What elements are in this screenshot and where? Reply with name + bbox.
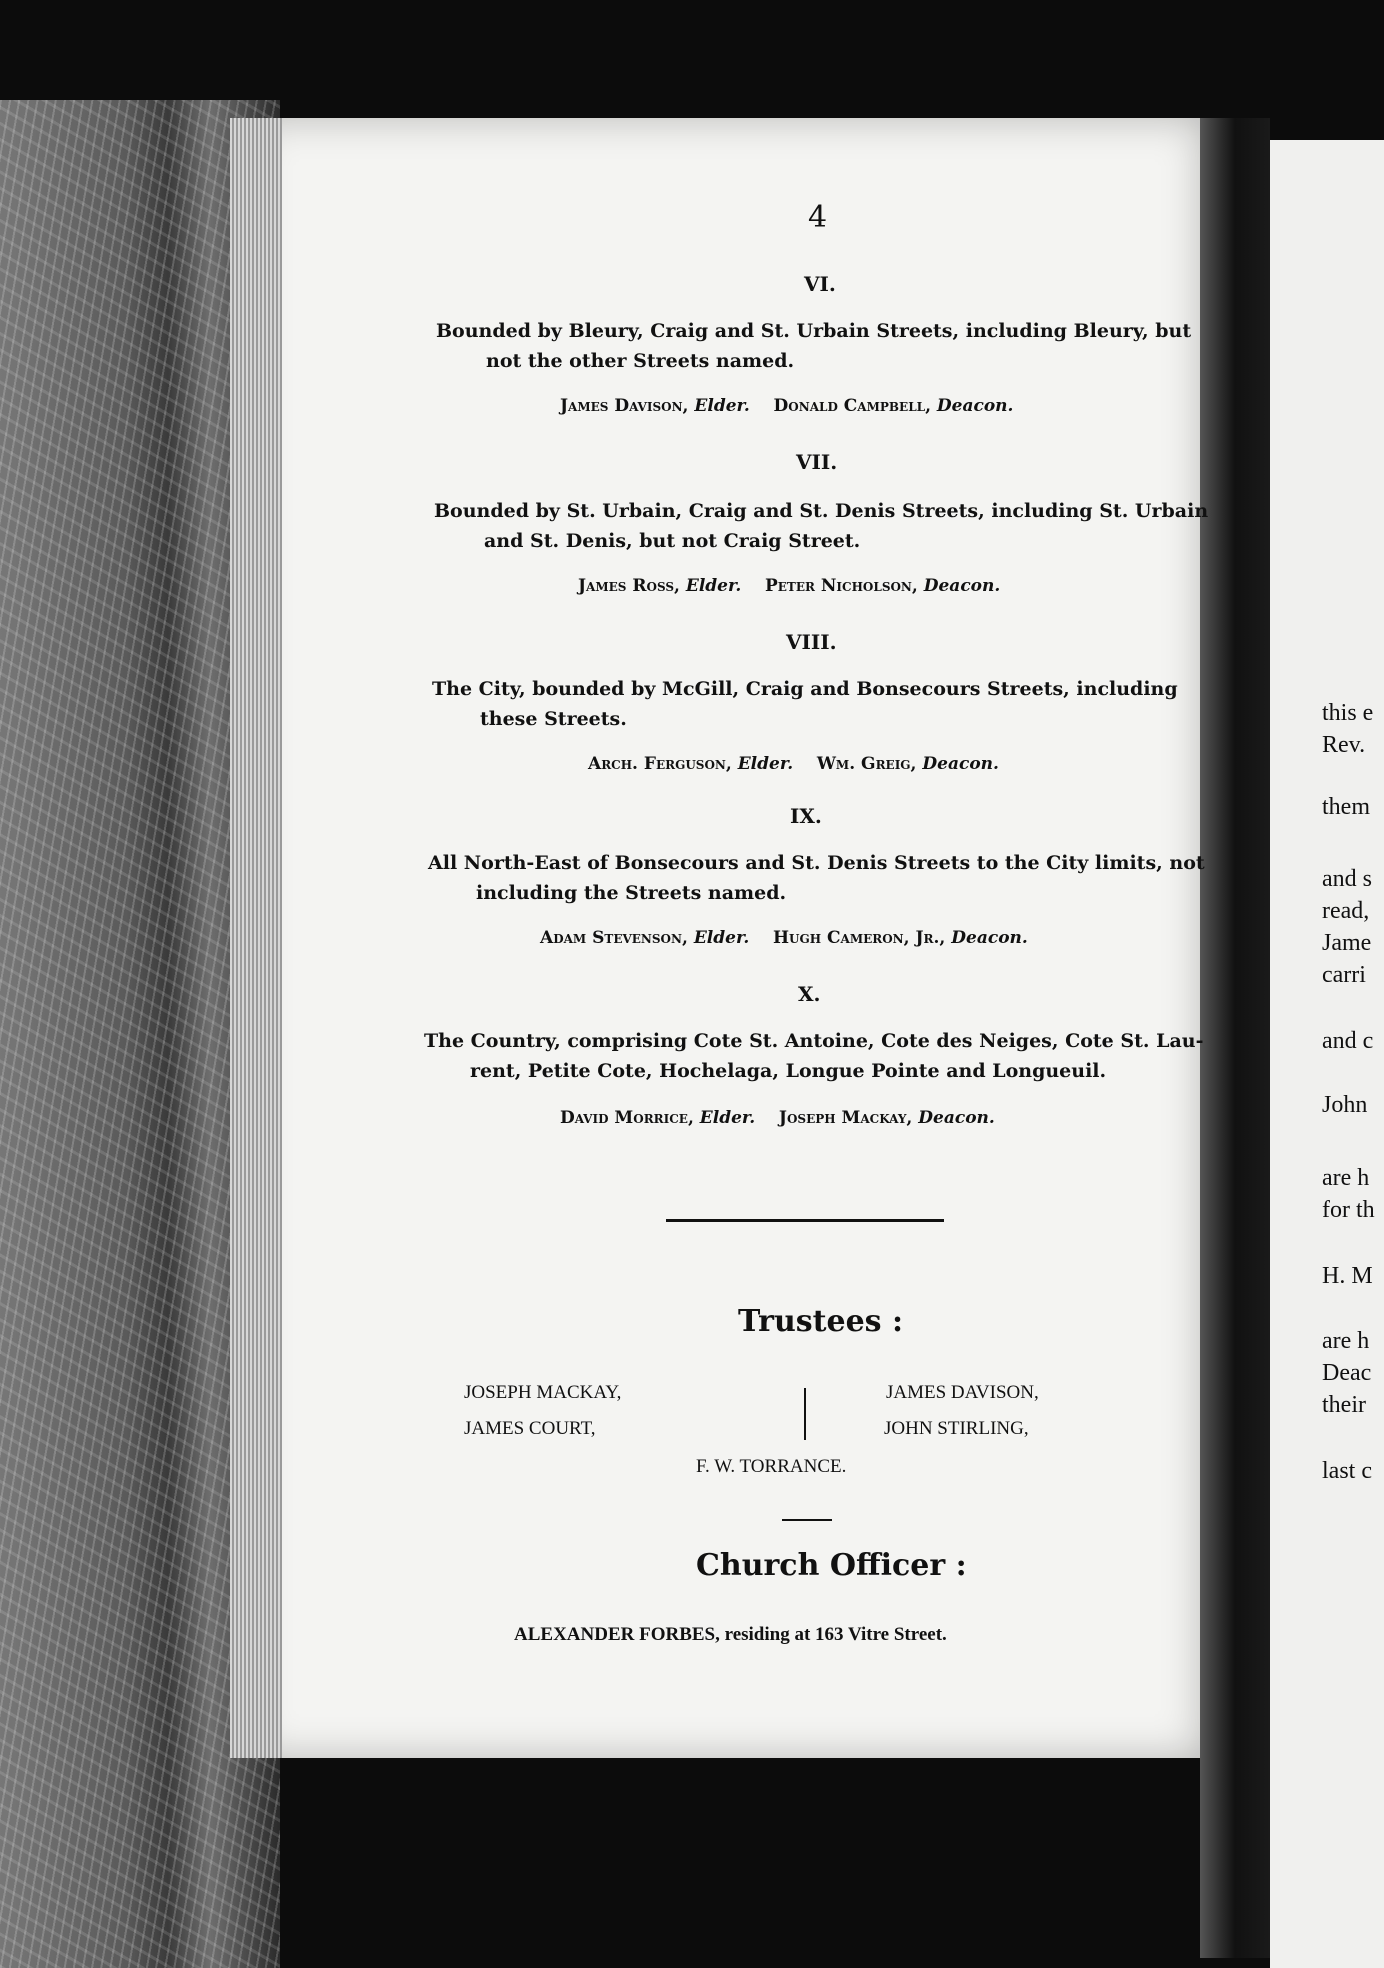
district-officers: [588, 754, 999, 774]
district-numeral: VII.: [796, 450, 838, 474]
elder-name: Adam Stevenson,: [540, 928, 688, 948]
trustees-heading: Trustees :: [738, 1304, 904, 1339]
next-page-fragment: and c: [1322, 1028, 1374, 1054]
deacon-role: Deacon.: [951, 928, 1028, 948]
district-description: Bounded by St. Urbain, Craig and St. Denis Streets, including St. Urbain: [434, 500, 1209, 522]
district-description: rent, Petite Cote, Hochelaga, Longue Pointe and Longueuil.: [470, 1060, 1107, 1082]
right-page-fragment: [1270, 140, 1384, 1968]
elder-name: David Morrice,: [560, 1108, 694, 1128]
elder-role: Elder.: [685, 576, 742, 596]
district-description: not the other Streets named.: [486, 350, 795, 372]
trustee-name: JOHN STIRLING,: [884, 1418, 1029, 1439]
district-description: and St. Denis, but not Craig Street.: [484, 530, 861, 552]
district-description: The City, bounded by McGill, Craig and Bonsecours Streets, including: [432, 678, 1178, 700]
page-edges: [230, 118, 282, 1758]
page-number: 4: [808, 200, 828, 235]
trustee-name: F. W. TORRANCE.: [696, 1456, 847, 1477]
short-divider: [782, 1519, 832, 1521]
next-page-fragment: last c: [1322, 1458, 1372, 1484]
elder-role: Elder.: [693, 928, 750, 948]
trustees-divider: [804, 1388, 806, 1440]
district-description: these Streets.: [480, 708, 627, 730]
elder-role: Elder.: [737, 754, 794, 774]
elder-name: James Ross,: [578, 576, 680, 596]
district-numeral: X.: [798, 982, 821, 1006]
district-numeral: IX.: [790, 804, 822, 828]
deacon-name: Donald Campbell,: [773, 396, 931, 416]
next-page-fragment: read,: [1322, 898, 1370, 924]
next-page-fragment: H. M: [1322, 1263, 1373, 1289]
next-page-fragment: carri: [1322, 962, 1366, 988]
elder-name: James Davison,: [560, 396, 689, 416]
next-page-fragment: them: [1322, 794, 1370, 820]
district-officers: [560, 396, 1013, 416]
trustee-name: JAMES COURT,: [464, 1418, 596, 1439]
next-page-fragment: are h: [1322, 1328, 1370, 1354]
next-page-fragment: Deac: [1322, 1360, 1372, 1386]
church-officer-heading: Church Officer :: [696, 1548, 967, 1583]
next-page-fragment: for th: [1322, 1197, 1375, 1223]
next-page-fragment: Rev.: [1322, 732, 1366, 758]
deacon-name: Joseph Mackay,: [778, 1108, 913, 1128]
district-description: including the Streets named.: [476, 882, 787, 904]
deacon-role: Deacon.: [922, 754, 999, 774]
district-numeral: VI.: [804, 272, 836, 296]
trustee-name: JOSEPH MACKAY,: [464, 1382, 622, 1403]
deacon-name: Hugh Cameron, Jr.,: [772, 928, 946, 948]
deacon-name: Wm. Greig,: [816, 754, 917, 774]
district-description: Bounded by Bleury, Craig and St. Urbain Streets, including Bleury, but: [436, 320, 1192, 342]
next-page-fragment: are h: [1322, 1165, 1370, 1191]
district-description: The Country, comprising Cote St. Antoine, Cote des Neiges, Cote St. Lau-: [424, 1030, 1204, 1052]
district-officers: [560, 1108, 995, 1128]
district-description: All North-East of Bonsecours and St. Denis Streets to the City limits, not: [428, 852, 1205, 874]
deacon-role: Deacon.: [923, 576, 1001, 596]
deacon-role: Deacon.: [936, 396, 1014, 416]
district-numeral: VIII.: [786, 630, 837, 654]
district-officers: [540, 928, 1028, 948]
next-page-fragment: Jame: [1322, 930, 1372, 956]
next-page-fragment: their: [1322, 1392, 1366, 1418]
next-page-fragment: and s: [1322, 866, 1372, 892]
district-officers: [578, 576, 1000, 596]
next-page-fragment: John: [1322, 1092, 1368, 1118]
deacon-role: Deacon.: [918, 1108, 995, 1128]
trustee-name: JAMES DAVISON,: [886, 1382, 1039, 1403]
deacon-name: Peter Nicholson,: [764, 576, 918, 596]
elder-role: Elder.: [699, 1108, 756, 1128]
elder-role: Elder.: [694, 396, 750, 416]
section-divider: [666, 1219, 944, 1222]
elder-name: Arch. Ferguson,: [588, 754, 732, 774]
book-gutter: [1200, 118, 1270, 1958]
next-page-fragment: this e: [1322, 700, 1374, 726]
church-officer-name: ALEXANDER FORBES, residing at 163 Vitre Street.: [514, 1624, 947, 1645]
